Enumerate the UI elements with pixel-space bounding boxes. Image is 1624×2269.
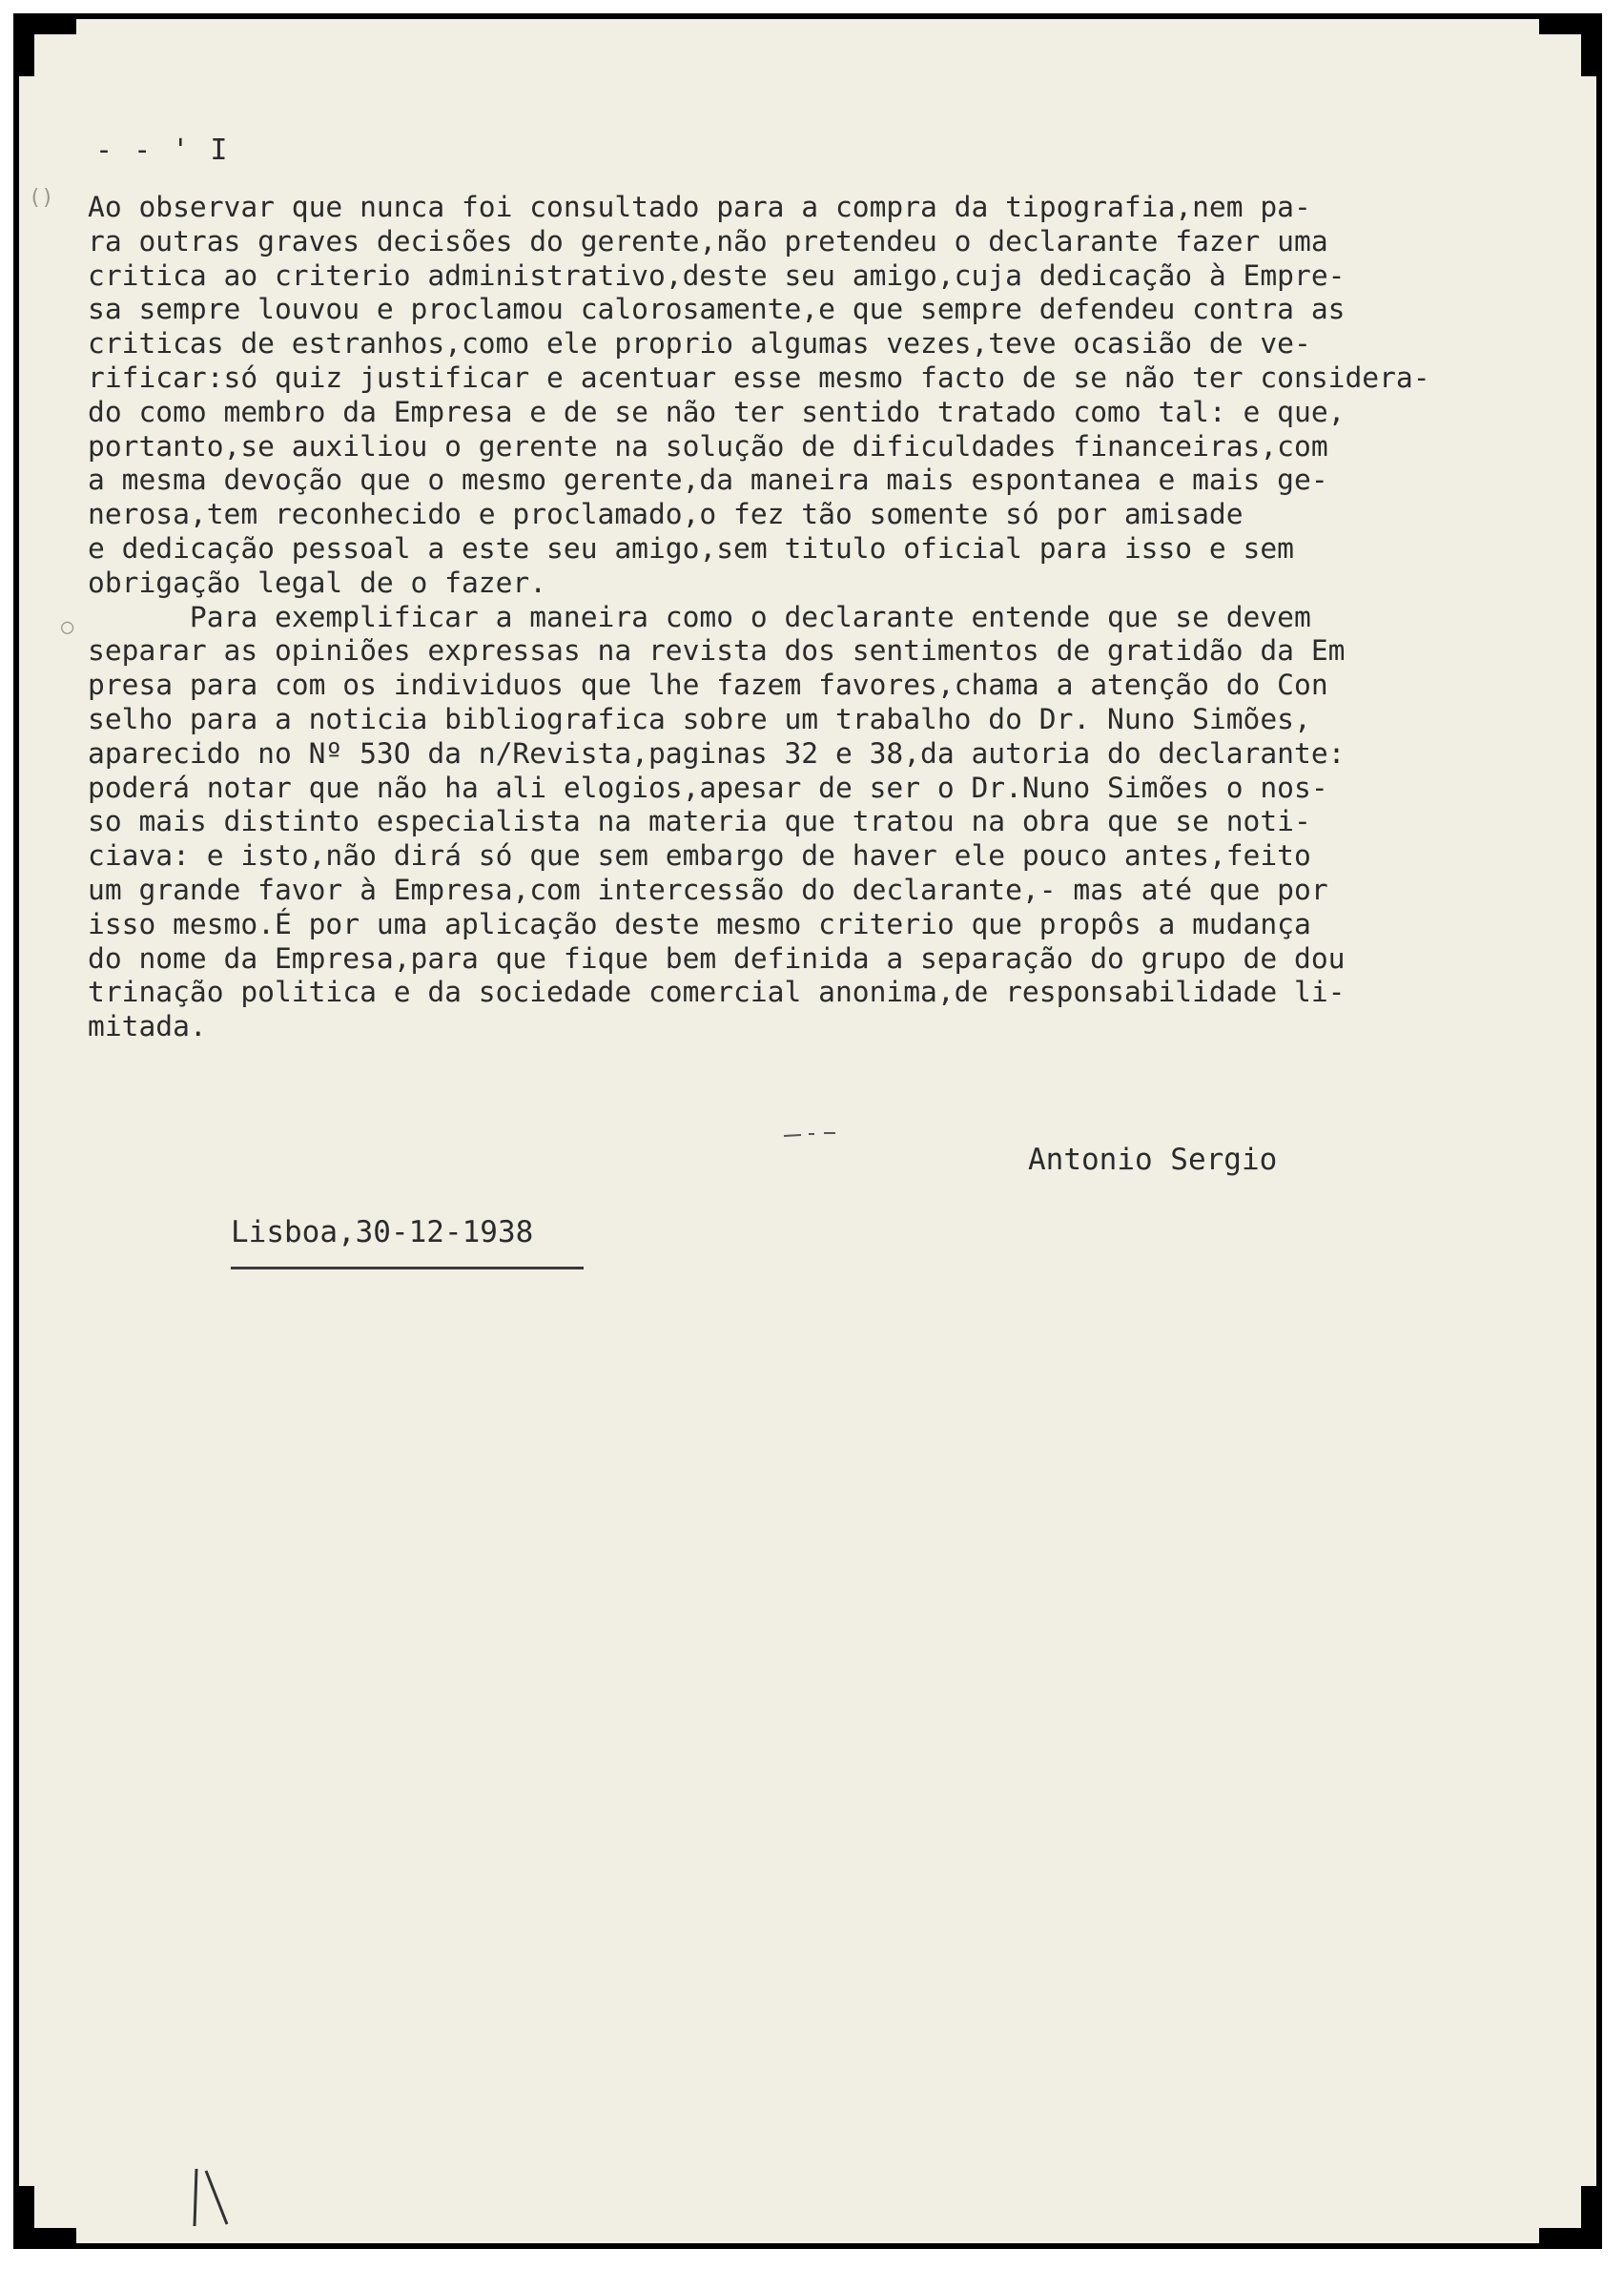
body-line: a mesma devoção que o mesmo gerente,da maneira mais espontanea e mais ge-: [88, 464, 1328, 497]
body-line: Ao observar que nunca foi consultado para a compra da tipografia,nem pa-: [88, 191, 1311, 223]
pencil-mark-icon: [185, 2165, 242, 2232]
body-line: separar as opiniões expressas na revista dos sentimentos de gratidão da Em: [88, 634, 1346, 668]
body-line: portanto,se auxiliou o gerente na solução de dificuldades financeiras,com: [88, 429, 1328, 463]
body-line: sa sempre louvou e proclamou calorosamente,e que sempre defendeu contra as: [88, 293, 1346, 326]
body-line: selho para a noticia bibliografica sobre um trabalho do Dr. Nuno Simões,: [88, 702, 1311, 735]
date-line: Lisboa,30-12-1938: [231, 1215, 534, 1249]
body-line: e dedicação pessoal a este seu amigo,sem titulo oficial para isso e sem: [88, 531, 1295, 565]
body-line: obrigação legal de o fazer.: [88, 566, 547, 599]
body-line: criticas de estranhos,como ele proprio algumas vezes,teve ocasião de ve-: [88, 327, 1311, 361]
body-line: nerosa,tem reconhecido e proclamado,o fez tão somente só por amisade: [88, 498, 1244, 531]
body-line: aparecido no Nº 53O da n/Revista,paginas 32 e 38,da autoria do declarante:: [88, 736, 1346, 770]
document-page: [13, 13, 1602, 2249]
body-line: presa para com os individuos que lhe fazem favores,chama a atenção do Con: [88, 669, 1328, 702]
body-line: isso mesmo.É por uma aplicação deste mesmo criterio que propôs a mudança: [88, 907, 1311, 940]
body-line: trinação politica e da sociedade comercial anonima,de responsabilidade li-: [88, 976, 1346, 1009]
corner-marker-bottom-right: [1581, 2186, 1596, 2243]
corner-marker-top-left: [19, 19, 34, 76]
body-line: ra outras graves decisões do gerente,não pretendeu o declarante fazer uma: [88, 224, 1328, 258]
signature: Antonio Sergio: [1028, 1143, 1278, 1177]
body-line: ciava: e isto,não dirá só que sem embargo de haver ele pouco antes,feito: [88, 839, 1311, 873]
corner-marker-bottom-left: [19, 2186, 34, 2243]
ink-smudge: [782, 1131, 839, 1139]
body-line: Para exemplificar a maneira como o declarante entende que se devem: [88, 600, 1311, 633]
body-line: poderá notar que não ha ali elogios,apesar de ser o Dr.Nuno Simões o nos-: [88, 771, 1328, 804]
body-line: so mais distinto especialista na materia que tratou na obra que se noti-: [88, 805, 1311, 838]
margin-pencil-mark: ○: [61, 615, 74, 639]
date-underline: [231, 1267, 584, 1269]
top-typed-mark: - - ' I: [95, 134, 230, 167]
body-line: um grande favor à Empresa,com intercessão do declarante,- mas até que por: [88, 873, 1328, 906]
body-line: mitada.: [88, 1010, 207, 1043]
body-line: do nome da Empresa,para que fique bem definida a separação do grupo de dou: [88, 941, 1346, 975]
body-line: do como membro da Empresa e de se não ter sentido tratado como tal: e que,: [88, 395, 1346, 428]
letter-body: [88, 191, 1602, 1044]
corner-marker-top-right: [1581, 19, 1596, 76]
body-line: critica ao criterio administrativo,deste seu amigo,cuja dedicação à Empre-: [88, 258, 1346, 292]
margin-pencil-mark: (): [29, 186, 54, 210]
body-line: rificar:só quiz justificar e acentuar esse mesmo facto de se não ter considera-: [88, 361, 1430, 394]
